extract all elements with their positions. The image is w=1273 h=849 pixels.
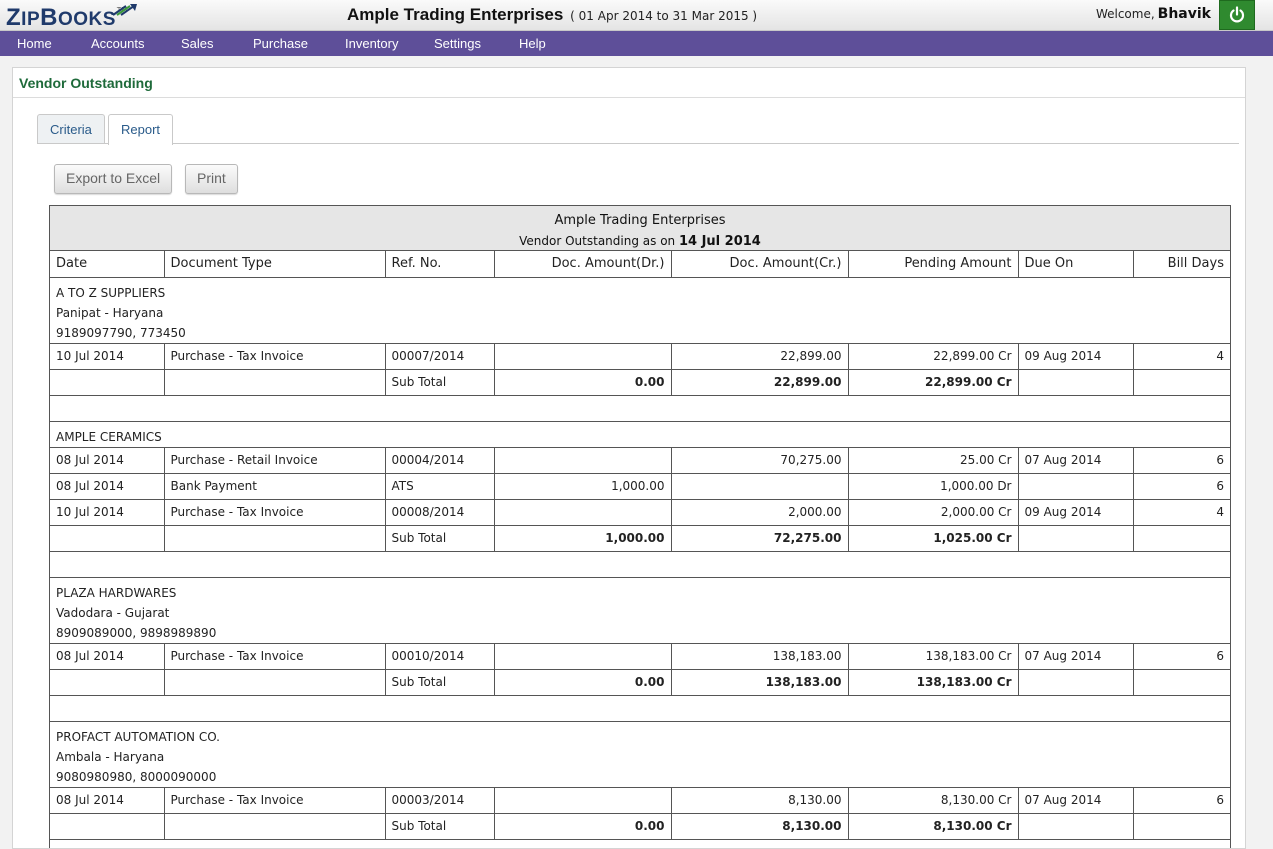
cell-ref: 00008/2014 bbox=[385, 499, 494, 525]
company-name: Ample Trading Enterprises bbox=[347, 5, 564, 24]
vendor-info bbox=[50, 721, 1230, 787]
power-icon bbox=[1228, 6, 1246, 24]
report-subtitle bbox=[50, 231, 1230, 252]
cell-doc-type: Purchase - Tax Invoice bbox=[164, 499, 385, 525]
spacer-cell bbox=[50, 695, 1230, 721]
cell-days: 6 bbox=[1133, 643, 1230, 669]
subtotal-cr: 138,183.00 bbox=[671, 669, 848, 695]
cell-cr: 8,130.00 bbox=[671, 787, 848, 813]
subtotal-cr: 72,275.00 bbox=[671, 525, 848, 551]
cell-ref: 00010/2014 bbox=[385, 643, 494, 669]
cell-ref: 00007/2014 bbox=[385, 343, 494, 369]
col-pending: Pending Amount bbox=[848, 251, 1018, 277]
vendor-name: PROFACT AUTOMATION CO. bbox=[56, 729, 220, 744]
nav-inventory[interactable]: Inventory bbox=[345, 36, 399, 51]
subtotal-dr: 0.00 bbox=[494, 369, 671, 395]
col-ref: Ref. No. bbox=[385, 251, 494, 277]
logout-button[interactable] bbox=[1219, 0, 1255, 30]
empty-cell bbox=[164, 813, 385, 839]
nav-purchase[interactable]: Purchase bbox=[253, 36, 308, 51]
cell-doc-type: Purchase - Retail Invoice bbox=[164, 447, 385, 473]
cell-due bbox=[1018, 473, 1133, 499]
cell-due: 07 Aug 2014 bbox=[1018, 643, 1133, 669]
outstanding-table bbox=[50, 251, 1230, 849]
empty-cell bbox=[164, 369, 385, 395]
tab-criteria[interactable]: Criteria bbox=[37, 114, 105, 144]
financial-period: ( 01 Apr 2014 to 31 Mar 2015 ) bbox=[570, 9, 758, 23]
cell-pending: 25.00 Cr bbox=[848, 447, 1018, 473]
logo-letters: OOKS bbox=[57, 9, 116, 30]
cell-pending: 8,130.00 Cr bbox=[848, 787, 1018, 813]
table-body bbox=[50, 277, 1230, 849]
nav-home[interactable]: Home bbox=[17, 36, 52, 51]
subtotal-dr: 0.00 bbox=[494, 813, 671, 839]
welcome-text bbox=[1096, 6, 1211, 22]
cell-dr bbox=[494, 787, 671, 813]
empty-cell bbox=[50, 525, 164, 551]
title-divider bbox=[13, 97, 1245, 98]
vendor-location: Ambala - Haryana bbox=[56, 749, 165, 764]
top-header bbox=[0, 0, 1273, 31]
zipbooks-logo[interactable] bbox=[6, 2, 126, 30]
table-row[interactable] bbox=[50, 343, 1230, 369]
subtotal-cr: 22,899.00 bbox=[671, 369, 848, 395]
table-row[interactable] bbox=[50, 787, 1230, 813]
cell-dr bbox=[494, 643, 671, 669]
vendor-row bbox=[50, 721, 1230, 787]
cell-pending: 2,000.00 Cr bbox=[848, 499, 1018, 525]
nav-settings[interactable]: Settings bbox=[434, 36, 481, 51]
subtotal-dr: 1,000.00 bbox=[494, 525, 671, 551]
tab-report[interactable]: Report bbox=[108, 114, 173, 145]
vendor-phone: 8909089000, 9898989890 bbox=[56, 625, 217, 640]
cell-dr: 1,000.00 bbox=[494, 473, 671, 499]
spacer-cell bbox=[50, 551, 1230, 577]
subtotal-row bbox=[50, 813, 1230, 839]
report-table-wrapper bbox=[49, 205, 1231, 849]
content-panel bbox=[12, 67, 1246, 849]
col-due: Due On bbox=[1018, 251, 1133, 277]
subtotal-row bbox=[50, 369, 1230, 395]
cell-due: 09 Aug 2014 bbox=[1018, 499, 1133, 525]
page-title: Vendor Outstanding bbox=[19, 75, 153, 91]
subtotal-pending: 1,025.00 Cr bbox=[848, 525, 1018, 551]
cell-due: 07 Aug 2014 bbox=[1018, 447, 1133, 473]
empty-cell bbox=[164, 525, 385, 551]
logo-letter: Z bbox=[6, 4, 22, 31]
subtotal-row bbox=[50, 669, 1230, 695]
empty-cell bbox=[1133, 813, 1230, 839]
nav-accounts[interactable]: Accounts bbox=[91, 36, 145, 51]
nav-help[interactable]: Help bbox=[519, 36, 546, 51]
logo-letter: B bbox=[40, 4, 58, 31]
cell-doc-type: Purchase - Tax Invoice bbox=[164, 787, 385, 813]
trademark: TM bbox=[116, 6, 128, 14]
cell-dr bbox=[494, 499, 671, 525]
col-cr: Doc. Amount(Cr.) bbox=[671, 251, 848, 277]
spacer-cell bbox=[50, 395, 1230, 421]
vendor-phone: 9080980980, 8000090000 bbox=[56, 769, 217, 784]
cell-date: 10 Jul 2014 bbox=[50, 499, 164, 525]
empty-cell bbox=[50, 669, 164, 695]
cell-doc-type: Bank Payment bbox=[164, 473, 385, 499]
cell-doc-type: Purchase - Tax Invoice bbox=[164, 643, 385, 669]
report-date: 14 Jul 2014 bbox=[678, 234, 761, 249]
empty-cell bbox=[1133, 369, 1230, 395]
report-subtitle-text: Vendor Outstanding as on bbox=[519, 234, 676, 248]
subtotal-cr: 8,130.00 bbox=[671, 813, 848, 839]
empty-cell bbox=[1018, 525, 1133, 551]
cell-cr: 22,899.00 bbox=[671, 343, 848, 369]
vendor-info bbox=[50, 277, 1230, 343]
cell-days: 4 bbox=[1133, 343, 1230, 369]
logo-letters: IP bbox=[21, 9, 41, 30]
company-header bbox=[347, 5, 757, 25]
subtotal-label: Sub Total bbox=[385, 813, 494, 839]
cell-due: 07 Aug 2014 bbox=[1018, 787, 1133, 813]
cell-days: 6 bbox=[1133, 447, 1230, 473]
logo-arrow-icon bbox=[112, 2, 138, 16]
cell-cr: 2,000.00 bbox=[671, 499, 848, 525]
cell-doc-type: Purchase - Tax Invoice bbox=[164, 343, 385, 369]
subtotal-row bbox=[50, 525, 1230, 551]
vendor-location: Vadodara - Gujarat bbox=[56, 605, 170, 620]
cell-pending: 22,899.00 Cr bbox=[848, 343, 1018, 369]
vendor-name: A TO Z SUPPLIERS bbox=[56, 285, 166, 300]
cell-dr bbox=[494, 343, 671, 369]
vendor-info bbox=[50, 577, 1230, 643]
vendor-location: Panipat - Haryana bbox=[56, 305, 164, 320]
spacer-row bbox=[50, 395, 1230, 421]
cell-days: 6 bbox=[1133, 473, 1230, 499]
spacer-cell bbox=[50, 839, 1230, 849]
export-excel-button[interactable]: Export to Excel bbox=[54, 164, 172, 194]
empty-cell bbox=[1018, 369, 1133, 395]
empty-cell bbox=[1133, 525, 1230, 551]
cell-days: 4 bbox=[1133, 499, 1230, 525]
cell-date: 08 Jul 2014 bbox=[50, 787, 164, 813]
subtotal-label: Sub Total bbox=[385, 369, 494, 395]
cell-days: 6 bbox=[1133, 787, 1230, 813]
empty-cell bbox=[1018, 669, 1133, 695]
col-dr: Doc. Amount(Dr.) bbox=[494, 251, 671, 277]
welcome-label: Welcome, bbox=[1095, 7, 1155, 21]
subtotal-dr: 0.00 bbox=[494, 669, 671, 695]
report-company: Ample Trading Enterprises bbox=[554, 213, 726, 228]
empty-cell bbox=[164, 669, 385, 695]
cell-pending: 1,000.00 Dr bbox=[848, 473, 1018, 499]
col-doc-type: Document Type bbox=[164, 251, 385, 277]
table-row[interactable] bbox=[50, 473, 1230, 499]
empty-cell bbox=[50, 813, 164, 839]
vendor-row bbox=[50, 577, 1230, 643]
cell-date: 08 Jul 2014 bbox=[50, 643, 164, 669]
vendor-name: AMPLE CERAMICS bbox=[56, 429, 162, 444]
report-header bbox=[50, 206, 1230, 251]
col-days: Bill Days bbox=[1133, 251, 1230, 277]
cell-cr: 138,183.00 bbox=[671, 643, 848, 669]
cell-cr: 70,275.00 bbox=[671, 447, 848, 473]
vendor-name: PLAZA HARDWARES bbox=[56, 585, 177, 600]
table-row[interactable] bbox=[50, 499, 1230, 525]
empty-cell bbox=[1018, 813, 1133, 839]
subtotal-pending: 8,130.00 Cr bbox=[848, 813, 1018, 839]
vendor-row bbox=[50, 421, 1230, 447]
cell-ref: 00003/2014 bbox=[385, 787, 494, 813]
cell-due: 09 Aug 2014 bbox=[1018, 343, 1133, 369]
subtotal-pending: 138,183.00 Cr bbox=[848, 669, 1018, 695]
user-name[interactable]: Bhavik bbox=[1157, 6, 1211, 22]
subtotal-label: Sub Total bbox=[385, 669, 494, 695]
spacer-row bbox=[50, 695, 1230, 721]
cell-ref: 00004/2014 bbox=[385, 447, 494, 473]
table-header-row bbox=[50, 251, 1230, 277]
empty-cell bbox=[1133, 669, 1230, 695]
main-nav bbox=[0, 31, 1273, 56]
cell-cr bbox=[671, 473, 848, 499]
table-row[interactable] bbox=[50, 447, 1230, 473]
cell-dr bbox=[494, 447, 671, 473]
table-row[interactable] bbox=[50, 643, 1230, 669]
cell-date: 08 Jul 2014 bbox=[50, 473, 164, 499]
col-date: Date bbox=[50, 251, 164, 277]
subtotal-pending: 22,899.00 Cr bbox=[848, 369, 1018, 395]
vendor-info bbox=[50, 421, 1230, 447]
spacer-row bbox=[50, 551, 1230, 577]
nav-sales[interactable]: Sales bbox=[181, 36, 214, 51]
tabs-divider bbox=[37, 143, 1239, 144]
spacer-row bbox=[50, 839, 1230, 849]
empty-cell bbox=[50, 369, 164, 395]
cell-date: 08 Jul 2014 bbox=[50, 447, 164, 473]
vendor-row bbox=[50, 277, 1230, 343]
cell-ref: ATS bbox=[385, 473, 494, 499]
cell-pending: 138,183.00 Cr bbox=[848, 643, 1018, 669]
print-button[interactable]: Print bbox=[185, 164, 238, 194]
cell-date: 10 Jul 2014 bbox=[50, 343, 164, 369]
vendor-phone: 9189097790, 773450 bbox=[56, 325, 186, 340]
subtotal-label: Sub Total bbox=[385, 525, 494, 551]
